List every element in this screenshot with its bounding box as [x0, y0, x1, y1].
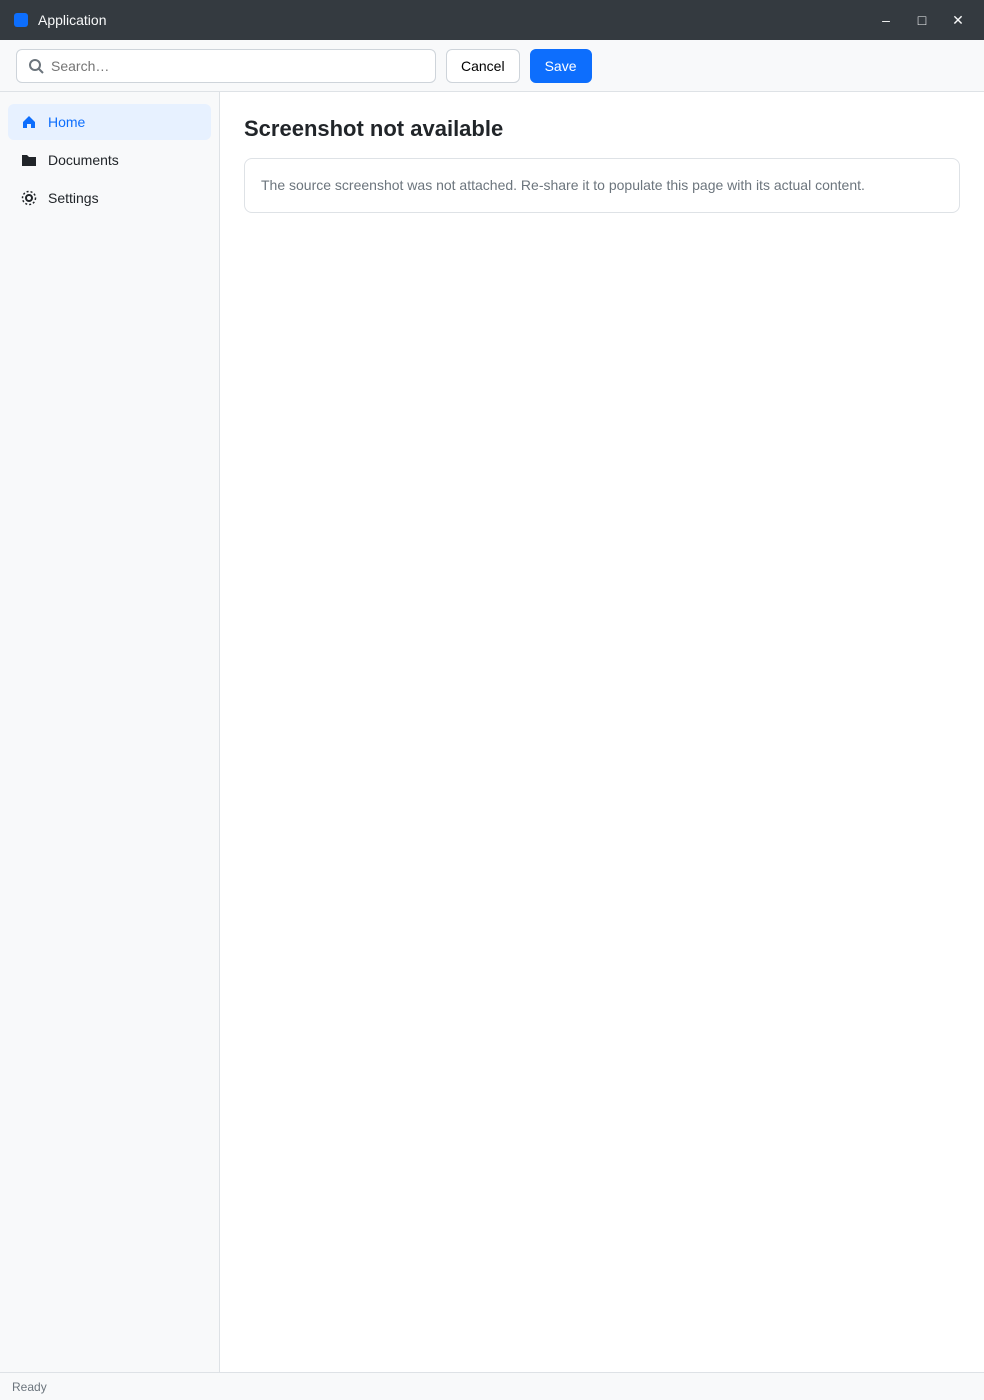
title-bar: [0, 0, 984, 40]
search-icon: [27, 57, 45, 75]
status-bar: [0, 1372, 984, 1400]
main-content: [220, 92, 984, 1372]
sidebar-item-home[interactable]: [8, 104, 211, 140]
search-input[interactable]: [51, 58, 425, 74]
close-button[interactable]: ✕: [952, 11, 964, 28]
search-box[interactable]: [16, 49, 436, 83]
toolbar: [0, 40, 984, 92]
home-icon: [20, 113, 38, 131]
status-text: Ready: [12, 1379, 47, 1394]
save-button[interactable]: Save: [530, 49, 592, 83]
app-icon: [12, 11, 30, 29]
folder-icon: [20, 151, 38, 169]
sidebar-item-label: Settings: [48, 190, 99, 206]
info-note: The source screenshot was not attached. Re-share it to populate this page with its actual content.: [261, 177, 865, 193]
sidebar-item-settings[interactable]: [8, 180, 211, 216]
maximize-button[interactable]: □: [917, 12, 927, 28]
info-card: [244, 158, 960, 213]
window-title: Application: [38, 12, 107, 28]
sidebar-item-label: Documents: [48, 152, 119, 168]
cancel-button[interactable]: Cancel: [446, 49, 520, 83]
sidebar-item-documents[interactable]: [8, 142, 211, 178]
gear-icon: [20, 189, 38, 207]
page-title: Screenshot not available: [244, 116, 504, 141]
sidebar: [0, 92, 220, 1372]
app-body: [0, 92, 984, 1372]
minimize-button[interactable]: –: [882, 12, 890, 28]
sidebar-item-label: Home: [48, 114, 86, 130]
